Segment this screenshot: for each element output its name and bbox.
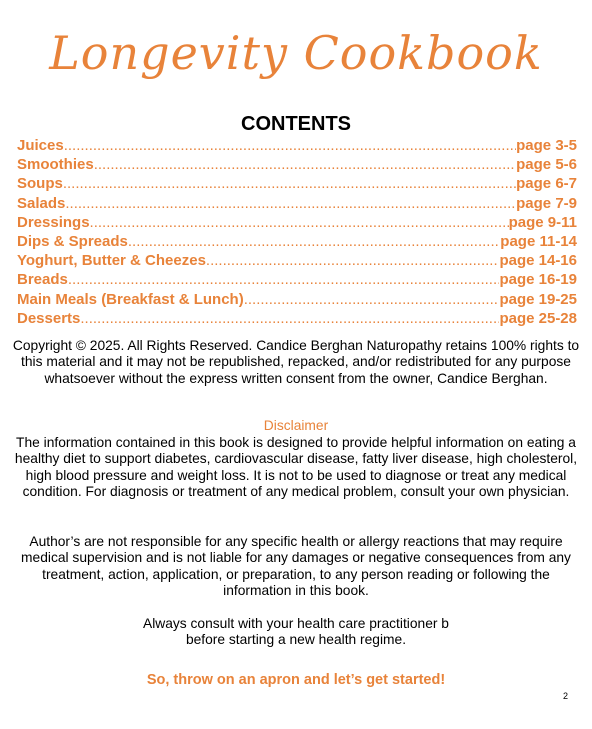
toc-entry-pages: page 11-14 xyxy=(500,232,577,250)
toc-entry xyxy=(17,155,577,174)
consult-line-2: before starting a new health regime. xyxy=(185,632,407,648)
toc-leader-dots xyxy=(244,290,500,309)
toc-entry-label: Main Meals (Breakfast & Lunch) xyxy=(17,290,244,308)
toc-leader-dots xyxy=(65,194,516,213)
toc-entry-pages: page 25-28 xyxy=(499,309,577,327)
toc-entry xyxy=(17,232,577,251)
table-of-contents xyxy=(17,136,577,328)
toc-entry xyxy=(17,290,577,309)
closing-line: So, throw on an apron and let’s get started! xyxy=(146,672,446,688)
disclaimer-title: Disclaimer xyxy=(263,418,329,433)
toc-entry xyxy=(17,270,577,289)
toc-leader-dots xyxy=(206,251,500,270)
toc-entry-label: Breads xyxy=(17,271,68,289)
toc-leader-dots xyxy=(94,155,516,174)
toc-entry-pages: page 6-7 xyxy=(516,175,577,193)
toc-entry-label: Salads xyxy=(17,194,66,212)
copyright-notice: Copyright © 2025. All Rights Reserved. Candice Berghan Naturopathy retains 100% rights to this material and it may not be republished, repacked, and/or redistributed for any purpose whatsoever without the express written consent from the owner, Candice Berghan. xyxy=(12,338,580,386)
toc-entry-label: Desserts xyxy=(17,309,81,327)
consult-line-1: Always consult with your health care practitioner b xyxy=(143,616,449,631)
disclaimer-paragraph-2: Author’s are not responsible for any specific health or allergy reactions that may require medical supervision and is not liable for any damages or negative consequences from any treatment, action, application, or preparation, to any person reading or following the information in this book. xyxy=(21,534,571,599)
toc-entry xyxy=(17,309,577,328)
toc-leader-dots xyxy=(80,309,499,328)
toc-entry xyxy=(17,174,577,193)
contents-heading: CONTENTS xyxy=(241,113,351,135)
toc-entry xyxy=(17,136,577,155)
toc-entry-label: Dips & Spreads xyxy=(17,232,128,250)
toc-entry-pages: page 3-5 xyxy=(516,137,577,154)
toc-entry xyxy=(17,213,577,232)
toc-leader-dots xyxy=(63,174,516,193)
toc-entry-pages: page 16-19 xyxy=(499,271,577,289)
toc-leader-dots xyxy=(68,270,500,289)
toc-entry-label: Dressings xyxy=(17,213,90,231)
consult-note xyxy=(12,616,580,649)
toc-entry-label: Juices xyxy=(17,137,64,154)
toc-entry-pages: page 19-25 xyxy=(499,290,577,308)
page-number: 2 xyxy=(562,691,568,701)
toc-entry-pages: page 5-6 xyxy=(516,156,577,174)
toc-entry-label: Smoothies xyxy=(17,156,94,174)
toc-entry-label: Yoghurt, Butter & Cheezes xyxy=(17,252,206,270)
toc-entry xyxy=(17,194,577,213)
disclaimer-paragraph-1: The information contained in this book is designed to provide helpful information on eating a healthy diet to support diabetes, cardiovascular disease, fatty liver disease, high cholesterol, high blood pressure and weight loss. It is not to be used to diagnose or treat any medical condition. For diagnosis or treatment of any medical problem, consult your own physician. xyxy=(14,435,578,500)
cookbook-title: Longevity Cookbook xyxy=(49,26,543,80)
toc-leader-dots xyxy=(128,232,500,251)
toc-entry-pages: page 7-9 xyxy=(516,194,577,212)
toc-entry xyxy=(17,251,577,270)
toc-entry-pages: page 9-11 xyxy=(508,213,577,231)
toc-entry-label: Soups xyxy=(17,175,63,193)
toc-entry-pages: page 14-16 xyxy=(499,252,577,270)
toc-leader-dots xyxy=(90,213,509,232)
toc-leader-dots xyxy=(64,136,516,155)
